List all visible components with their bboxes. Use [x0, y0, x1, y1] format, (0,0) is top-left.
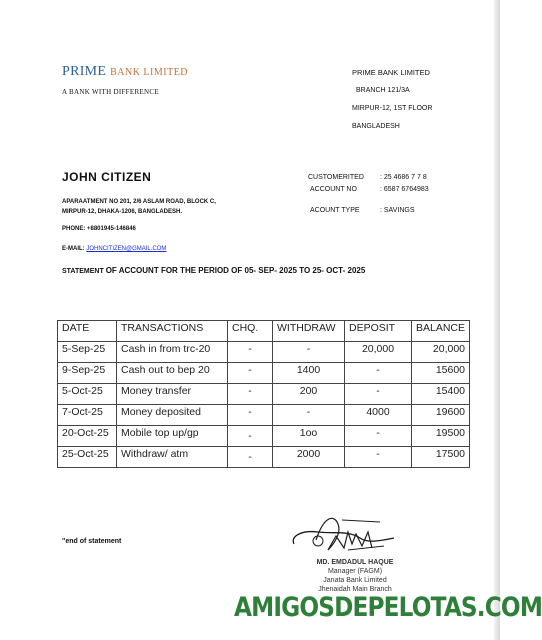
header-transactions: TRANSACTIONS	[117, 321, 228, 342]
cell-date: 9-Sep-25	[58, 363, 117, 384]
table-row	[58, 405, 470, 426]
cell-transaction: Cash in from trc-20	[117, 342, 228, 363]
cell-transaction: Withdraw/ atm	[117, 447, 228, 468]
cell-date: 5-Sep-25	[58, 342, 117, 363]
cell-deposit: -	[345, 363, 412, 384]
cell-deposit: -	[345, 384, 412, 405]
cell-deposit: -	[345, 447, 412, 468]
cell-transaction: Mobile top up/gp	[117, 426, 228, 447]
bank-logo-text	[62, 64, 188, 80]
bank-address	[352, 68, 432, 140]
header-deposit: DEPOSIT	[345, 321, 412, 342]
cell-date: 25-Oct-25	[58, 447, 117, 468]
cell-date: 5-Oct-25	[58, 384, 117, 405]
cell-transaction: Cash out to bep 20	[117, 363, 228, 384]
cell-withdraw: -	[273, 342, 345, 363]
manager-signature	[288, 510, 400, 558]
email-label: E-MAIL:	[62, 246, 87, 252]
customer-id-label: CUSTOMERITED	[308, 174, 364, 181]
cell-withdraw: 1oo	[273, 426, 345, 447]
customer-address	[62, 197, 216, 217]
statement-title	[62, 266, 365, 275]
cell-balance: 20,000	[412, 342, 470, 363]
header-withdraw: WITHDRAW	[273, 321, 345, 342]
cell-deposit: 4000	[345, 405, 412, 426]
bank-address-line: BRANCH 121/3A	[356, 87, 410, 94]
customer-id-value: : 25 4686 7 7 8	[380, 174, 427, 181]
email-link[interactable]: JOHNCITIZEN@GMAIL.COM	[86, 246, 167, 252]
cell-cheque: -	[228, 426, 273, 447]
bank-address-line: PRIME BANK LIMITED	[352, 68, 430, 77]
bank-tagline: A BANK WITH DIFFERENCE	[62, 88, 159, 96]
cell-balance: 17500	[412, 447, 470, 468]
bank-name-rest: BANK LIMITED	[110, 67, 189, 78]
cell-balance: 19500	[412, 426, 470, 447]
cell-cheque: -	[228, 342, 273, 363]
manager-block	[300, 558, 410, 594]
end-of-statement-note: "end of statement	[62, 538, 122, 545]
table-row	[58, 447, 470, 468]
page-edge-shadow	[494, 0, 500, 640]
header-cheque: CHQ.	[228, 321, 273, 342]
table-header-row	[58, 321, 470, 342]
account-type-label: ACOUNT TYPE	[310, 207, 360, 214]
cell-transaction: Money deposited	[117, 405, 228, 426]
table-row	[58, 426, 470, 447]
customer-name: JOHN CITIZEN	[62, 170, 152, 184]
header-balance: BALANCE	[412, 321, 470, 342]
manager-branch: Jhenaidah Main Branch	[318, 586, 392, 593]
transactions-table	[57, 320, 470, 468]
cell-cheque: -	[228, 363, 273, 384]
cell-transaction: Money transfer	[117, 384, 228, 405]
cell-cheque: -	[228, 384, 273, 405]
bank-address-line: MIRPUR-12, 1ST FLOOR	[352, 105, 433, 112]
table-row	[58, 342, 470, 363]
cell-balance: 19600	[412, 405, 470, 426]
customer-address-line: MIRPUR-12, DHAKA-1206, BANGLADESH.	[62, 209, 183, 215]
cell-cheque: -	[228, 447, 273, 468]
bank-name-prime: PRIME	[62, 64, 111, 79]
bank-address-line: BANGLADESH	[352, 123, 400, 130]
statement-prefix: STATEMENT	[62, 268, 106, 275]
account-type-value: : SAVINGS	[380, 207, 415, 214]
table-row	[58, 363, 470, 384]
cell-deposit: -	[345, 426, 412, 447]
cell-withdraw: 200	[273, 384, 345, 405]
cell-date: 7-Oct-25	[58, 405, 117, 426]
manager-bank: Janata Bank Limited	[323, 577, 387, 584]
table-row	[58, 384, 470, 405]
account-no-label: ACCOUNT NO	[310, 186, 357, 193]
account-no-value: : 6587 6764983	[380, 186, 429, 193]
watermark-text: AMIGOSDEPELOTAS.COM	[234, 592, 542, 623]
customer-phone: PHONE: +8801945-146846	[62, 226, 136, 232]
cell-withdraw: 2000	[273, 447, 345, 468]
cell-balance: 15600	[412, 363, 470, 384]
cell-date: 20-Oct-25	[58, 426, 117, 447]
header-date: DATE	[58, 321, 117, 342]
cell-withdraw: 1400	[273, 363, 345, 384]
cell-cheque: -	[228, 405, 273, 426]
customer-email-row	[62, 246, 166, 252]
cell-deposit: 20,000	[345, 342, 412, 363]
manager-name: MD. EMDADUL HAQUE	[316, 559, 394, 566]
manager-title: Manager (FAGM)	[327, 568, 383, 575]
cell-withdraw: -	[273, 405, 345, 426]
statement-period: OF ACCOUNT FOR THE PERIOD OF 05- SEP- 2025 TO 25- OCT- 2025	[105, 266, 366, 275]
cell-balance: 15400	[412, 384, 470, 405]
customer-address-line: APARAATMENT NO 201, 2/6 ASLAM ROAD, BLOCK C,	[62, 199, 216, 205]
